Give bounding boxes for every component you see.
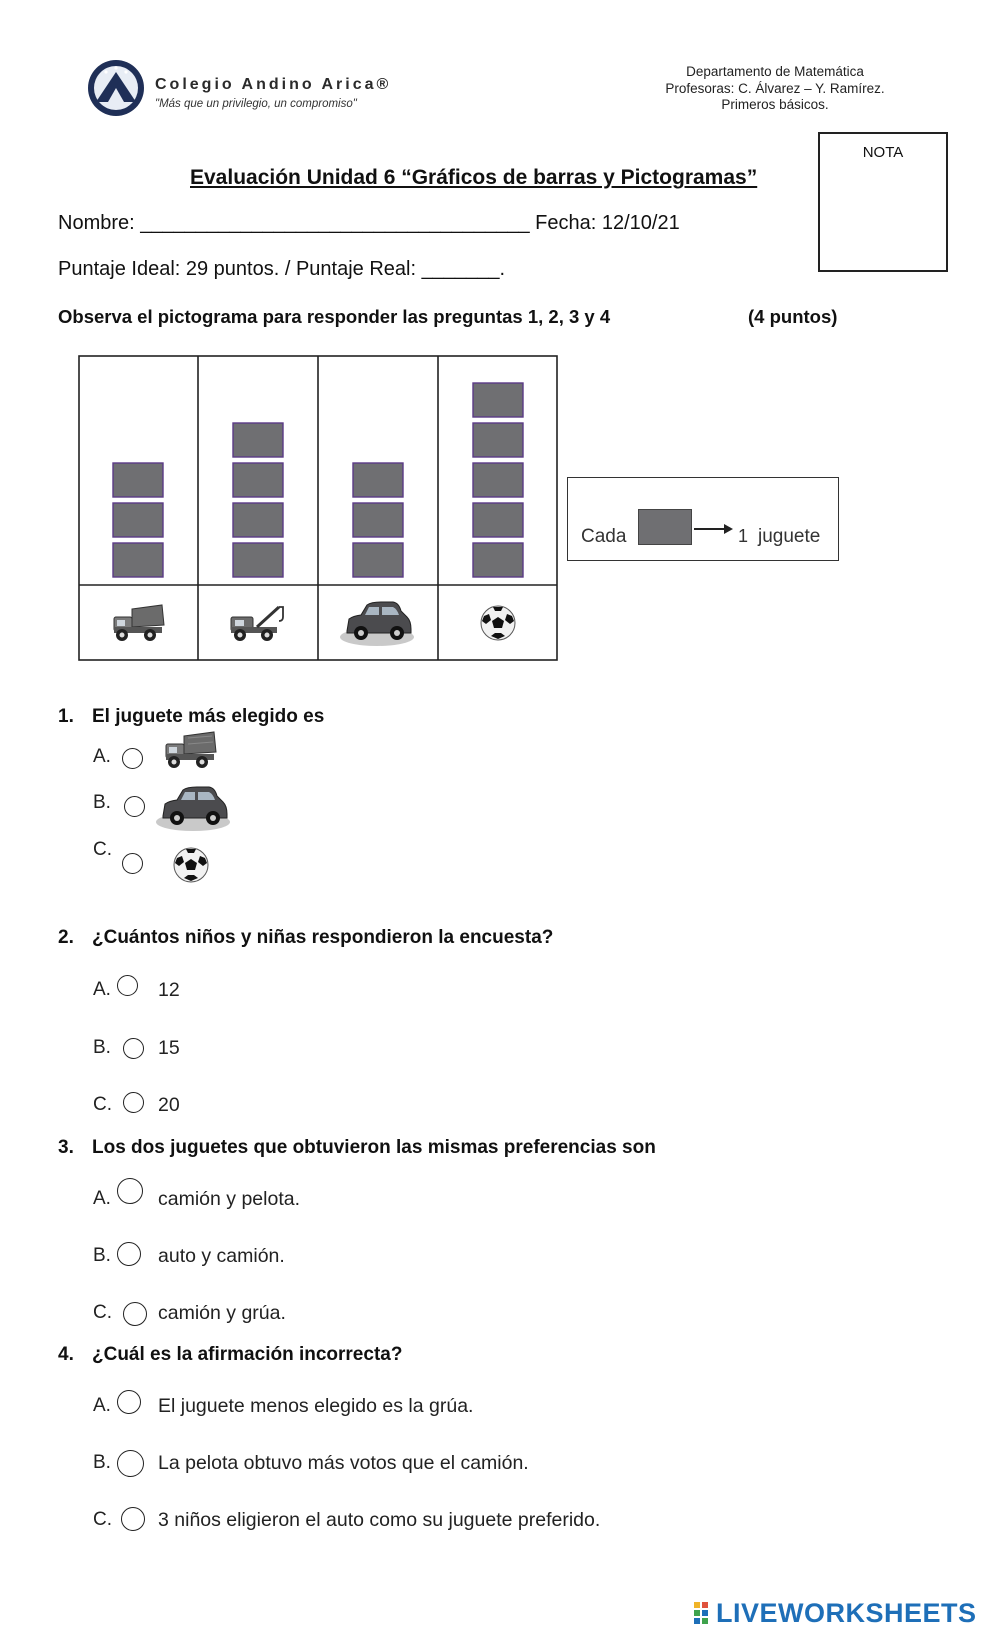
pictogram-symbol <box>233 543 283 577</box>
dump-truck-icon <box>162 730 218 770</box>
question-text: ¿Cuál es la afirmación incorrecta? <box>92 1344 403 1365</box>
fecha-value: 12/10/21 <box>601 212 680 234</box>
option-radio[interactable] <box>117 1390 141 1414</box>
school-motto: "Más que un privilegio, un compromiso" <box>155 98 357 110</box>
pictogram-symbol <box>353 503 403 537</box>
option-text: 15 <box>158 1037 180 1059</box>
instruction-points: (4 puntos) <box>748 306 838 327</box>
pictogram-symbol <box>233 423 283 457</box>
nombre-row <box>58 212 680 235</box>
option-text: 12 <box>158 979 180 1001</box>
pictogram-column-auto <box>353 463 403 577</box>
question-text: El juguete más elegido es <box>92 706 325 727</box>
option-radio[interactable] <box>122 748 143 769</box>
legend-unit: juguete <box>758 526 821 547</box>
option-radio[interactable] <box>123 1038 144 1059</box>
option-letter: B. <box>93 1245 111 1266</box>
pictogram-symbol <box>473 463 523 497</box>
option-letter: C. <box>93 1302 112 1323</box>
option-text: auto y camión. <box>158 1245 285 1267</box>
pictogram-symbol <box>473 423 523 457</box>
option-radio[interactable] <box>122 853 143 874</box>
pictogram-column-camión <box>113 463 163 577</box>
option-letter: C. <box>93 1509 112 1530</box>
question-number: 2. <box>58 927 74 948</box>
nota-label: NOTA <box>862 144 904 161</box>
option-radio[interactable] <box>123 1092 144 1113</box>
nombre-label: Nombre: <box>58 212 135 234</box>
question-3 <box>58 1137 656 1159</box>
pictogram-symbol <box>233 503 283 537</box>
legend-word: Cada <box>581 526 627 547</box>
question-number: 3. <box>58 1137 74 1158</box>
option-letter: C. <box>93 1094 112 1115</box>
legend-count: 1 <box>738 526 749 546</box>
department-name: Departamento de Matemática <box>686 64 864 79</box>
option-letter: B. <box>93 792 111 813</box>
pictogram-symbol <box>353 463 403 497</box>
option-letter: A. <box>93 979 111 1000</box>
option-radio[interactable] <box>117 1450 144 1477</box>
grade-line: Primeros básicos. <box>721 97 829 112</box>
tow-truck-icon <box>231 607 283 641</box>
option-text: camión y pelota. <box>158 1188 300 1210</box>
school-logo <box>86 58 146 118</box>
fecha-label: Fecha: <box>535 212 597 234</box>
option-radio[interactable] <box>117 1242 141 1266</box>
option-radio[interactable] <box>124 796 145 817</box>
option-text: camión y grúa. <box>158 1302 286 1324</box>
instruction-text: Observa el pictograma para responder las preguntas 1, 2, 3 y 4 <box>58 306 611 327</box>
pictogram-column-grúa <box>233 423 283 577</box>
option-radio[interactable] <box>117 975 138 996</box>
option-letter: C. <box>93 839 112 860</box>
question-number: 4. <box>58 1344 74 1365</box>
pictogram-legend <box>567 477 839 561</box>
question-number: 1. <box>58 706 74 727</box>
dump-truck-icon <box>114 605 164 641</box>
nota-box[interactable] <box>818 132 948 272</box>
option-letter: A. <box>93 1395 111 1416</box>
option-letter: B. <box>93 1037 111 1058</box>
nombre-field[interactable]: ___________________________________ <box>140 212 530 234</box>
arrow-right-icon <box>694 522 734 536</box>
car-icon <box>340 602 414 646</box>
teachers-line: Profesoras: C. Álvarez – Y. Ramírez. <box>665 80 885 96</box>
pictogram-symbol <box>113 543 163 577</box>
pictogram-symbol <box>473 383 523 417</box>
pictogram-symbol <box>473 503 523 537</box>
question-4 <box>58 1344 402 1366</box>
option-text: 20 <box>158 1094 180 1116</box>
option-radio[interactable] <box>123 1302 147 1326</box>
pictogram-symbol <box>113 463 163 497</box>
option-letter: B. <box>93 1452 111 1473</box>
page-title: Evaluación Unidad 6 “Gráficos de barras y Pictogramas” <box>190 166 758 189</box>
soccer-ball-icon <box>481 606 515 640</box>
option-text: El juguete menos elegido es la grúa. <box>158 1395 474 1417</box>
question-1 <box>58 706 324 728</box>
school-name: Colegio Andino Arica® <box>155 76 392 93</box>
option-letter: A. <box>93 746 111 767</box>
option-radio[interactable] <box>117 1178 143 1204</box>
pictogram-symbol <box>473 543 523 577</box>
legend-symbol <box>638 509 692 545</box>
liveworksheets-brand: LIVEWORKSHEETS <box>716 1598 977 1628</box>
pictogram-symbol <box>233 463 283 497</box>
puntaje-line: Puntaje Ideal: 29 puntos. / Puntaje Real: _______. <box>58 258 506 280</box>
option-radio[interactable] <box>121 1507 145 1531</box>
liveworksheets-logo-icon <box>694 1602 716 1628</box>
question-text: ¿Cuántos niños y niñas respondieron la encuesta? <box>92 927 554 948</box>
question-text: Los dos juguetes que obtuvieron las mismas preferencias son <box>92 1137 656 1158</box>
department-block <box>640 64 910 114</box>
question-2 <box>58 927 553 949</box>
car-icon <box>155 784 231 832</box>
pictogram-column-pelota <box>473 383 523 577</box>
pictogram-chart <box>78 355 558 661</box>
option-text: La pelota obtuvo más votos que el camión. <box>158 1452 529 1474</box>
pictogram-symbol <box>353 543 403 577</box>
soccer-ball-icon <box>172 846 210 884</box>
option-letter: A. <box>93 1188 111 1209</box>
option-text: 3 niños eligieron el auto como su juguete preferido. <box>158 1509 601 1531</box>
pictogram-symbol <box>113 503 163 537</box>
